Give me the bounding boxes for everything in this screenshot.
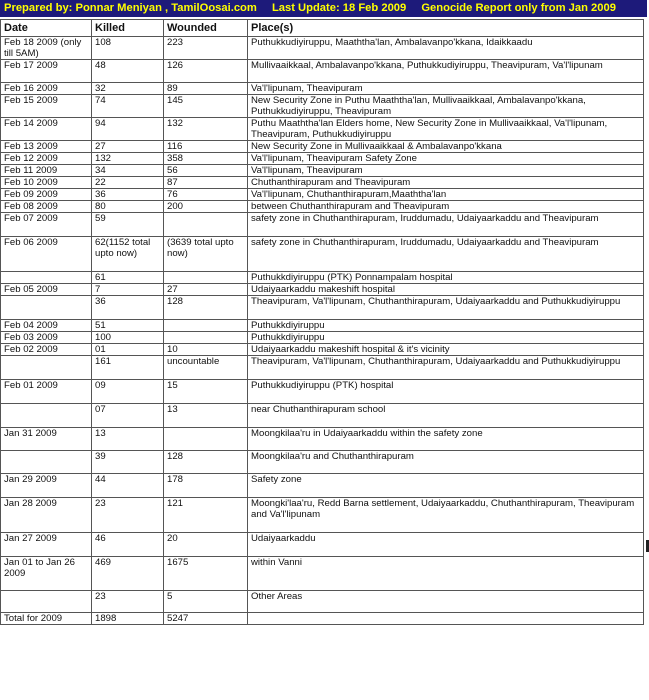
cell-date: Feb 02 2009 — [1, 344, 92, 356]
table-body — [1, 37, 644, 625]
cell-date — [1, 591, 92, 613]
prepared-by: Prepared by: Ponnar Meniyan , TamilOosai.com — [4, 2, 257, 14]
casualty-table — [0, 19, 644, 625]
cell-killed: 46 — [92, 533, 164, 557]
cell-date: Jan 27 2009 — [1, 533, 92, 557]
cell-date: Total for 2009 — [1, 613, 92, 625]
cell-date: Jan 28 2009 — [1, 498, 92, 533]
cell-date: Feb 18 2009 (only till 5AM) — [1, 37, 92, 60]
cell-wounded: 5 — [164, 591, 248, 613]
table-row — [1, 177, 644, 189]
cell-places: Udaiyaarkaddu — [248, 533, 644, 557]
cell-killed: 07 — [92, 404, 164, 428]
cell-places: Puthukkdiyiruppu — [248, 320, 644, 332]
cell-wounded: (3639 total upto now) — [164, 237, 248, 272]
cell-killed: 7 — [92, 284, 164, 296]
cell-places: Va'l'lipunam, Chuthanthirapuram,Maaththa'lan — [248, 189, 644, 201]
cell-places: within Vanni — [248, 557, 644, 591]
table-row — [1, 356, 644, 380]
report-banner — [0, 0, 647, 17]
cell-places: Theavipuram, Va'l'lipunam, Chuthanthirapuram, Udaiyaarkaddu and Puthukkudiyiruppu — [248, 356, 644, 380]
cell-date — [1, 404, 92, 428]
cell-date — [1, 296, 92, 320]
cell-killed: 1898 — [92, 613, 164, 625]
header-places: Place(s) — [248, 20, 644, 37]
cell-killed: 100 — [92, 332, 164, 344]
cell-date: Feb 07 2009 — [1, 213, 92, 237]
table-row — [1, 344, 644, 356]
cell-places: Other Areas — [248, 591, 644, 613]
cell-date: Feb 08 2009 — [1, 201, 92, 213]
cell-places: Moongki'laa'ru, Redd Barna settlement, Udaiyaarkaddu, Chuthanthirapuram, Theavipuram and Va'l'lipunam — [248, 498, 644, 533]
cell-places: between Chuthanthirapuram and Theavipuram — [248, 201, 644, 213]
cell-places: Udaiyaarkaddu makeshift hospital — [248, 284, 644, 296]
cell-killed: 61 — [92, 272, 164, 284]
cell-date — [1, 356, 92, 380]
cell-date — [1, 272, 92, 284]
cell-date: Feb 13 2009 — [1, 141, 92, 153]
cell-places: Puthukkudiyiruppu, Maaththa'lan, Ambalavanpo'kkana, Idaikkaadu — [248, 37, 644, 60]
cell-wounded: 358 — [164, 153, 248, 165]
cell-date: Feb 15 2009 — [1, 95, 92, 118]
cell-wounded: 15 — [164, 380, 248, 404]
cell-killed: 161 — [92, 356, 164, 380]
table-row — [1, 296, 644, 320]
cell-wounded — [164, 213, 248, 237]
cell-date: Feb 14 2009 — [1, 118, 92, 141]
cell-wounded: 5247 — [164, 613, 248, 625]
table-row — [1, 201, 644, 213]
cell-killed: 80 — [92, 201, 164, 213]
table-row — [1, 272, 644, 284]
cell-date: Feb 12 2009 — [1, 153, 92, 165]
table-row — [1, 60, 644, 83]
cell-date: Feb 05 2009 — [1, 284, 92, 296]
cell-date: Jan 29 2009 — [1, 474, 92, 498]
table-row — [1, 237, 644, 272]
cell-date: Feb 04 2009 — [1, 320, 92, 332]
cell-killed: 62(1152 total upto now) — [92, 237, 164, 272]
cell-date: Feb 10 2009 — [1, 177, 92, 189]
cell-wounded: 27 — [164, 284, 248, 296]
cell-killed: 01 — [92, 344, 164, 356]
cell-wounded: 132 — [164, 118, 248, 141]
cell-killed: 39 — [92, 451, 164, 474]
last-update: Last Update: 18 Feb 2009 — [271, 2, 407, 14]
cell-wounded: 76 — [164, 189, 248, 201]
table-row — [1, 332, 644, 344]
cell-places: Mullivaaikkaal, Ambalavanpo'kkana, Puthukkudiyiruppu, Theavipuram, Va'l'lipunam — [248, 60, 644, 83]
cell-wounded — [164, 272, 248, 284]
cell-places: Puthu Maaththa'lan Elders home, New Security Zone in Mullivaaikkaal, Va'l'lipunam, Theavipuram, Puthukkudiyiruppu — [248, 118, 644, 141]
cell-date — [1, 451, 92, 474]
table-row — [1, 213, 644, 237]
cell-wounded: 128 — [164, 451, 248, 474]
cell-killed: 23 — [92, 498, 164, 533]
cell-killed: 22 — [92, 177, 164, 189]
table-row — [1, 118, 644, 141]
cell-places — [248, 613, 644, 625]
cell-wounded — [164, 428, 248, 451]
table-row — [1, 498, 644, 533]
cell-wounded: 178 — [164, 474, 248, 498]
cell-killed: 23 — [92, 591, 164, 613]
cell-places: New Security Zone in Mullivaaikkaal & Ambalavanpo'kkana — [248, 141, 644, 153]
table-row — [1, 165, 644, 177]
cell-wounded: 223 — [164, 37, 248, 60]
table-row — [1, 474, 644, 498]
cell-places: Moongkilaa'ru and Chuthanthirapuram — [248, 451, 644, 474]
cell-killed: 59 — [92, 213, 164, 237]
cell-date: Feb 17 2009 — [1, 60, 92, 83]
cell-places: New Security Zone in Puthu Maaththa'lan, Mullivaaikkaal, Ambalavanpo'kkana, Puthukkudiyiruppu, Theavipuram — [248, 95, 644, 118]
cell-wounded — [164, 320, 248, 332]
cell-wounded: 87 — [164, 177, 248, 189]
cell-wounded — [164, 332, 248, 344]
header-wounded: Wounded — [164, 20, 248, 37]
cell-places: Va'l'lipunam, Theavipuram — [248, 83, 644, 95]
table-row — [1, 380, 644, 404]
header-date: Date — [1, 20, 92, 37]
cell-wounded: 10 — [164, 344, 248, 356]
cell-date: Feb 16 2009 — [1, 83, 92, 95]
header-row — [1, 20, 644, 37]
cell-date: Jan 31 2009 — [1, 428, 92, 451]
cell-wounded: 116 — [164, 141, 248, 153]
table-row — [1, 613, 644, 625]
table-row — [1, 557, 644, 591]
cell-wounded: 128 — [164, 296, 248, 320]
table-row — [1, 189, 644, 201]
header-killed: Killed — [92, 20, 164, 37]
cell-killed: 32 — [92, 83, 164, 95]
table-row — [1, 451, 644, 474]
cell-places: Moongkilaa'ru in Udaiyaarkaddu within the safety zone — [248, 428, 644, 451]
table-row — [1, 141, 644, 153]
table-row — [1, 37, 644, 60]
cell-killed: 51 — [92, 320, 164, 332]
cell-date: Feb 09 2009 — [1, 189, 92, 201]
cell-killed: 09 — [92, 380, 164, 404]
table-row — [1, 320, 644, 332]
cell-wounded: uncountable — [164, 356, 248, 380]
cell-wounded: 20 — [164, 533, 248, 557]
table-row — [1, 428, 644, 451]
cell-places: Theavipuram, Va'l'lipunam, Chuthanthirapuram, Udaiyaarkaddu and Puthukkudiyiruppu — [248, 296, 644, 320]
cell-wounded: 1675 — [164, 557, 248, 591]
cell-wounded: 121 — [164, 498, 248, 533]
cell-places: Safety zone — [248, 474, 644, 498]
cell-killed: 34 — [92, 165, 164, 177]
cell-wounded: 145 — [164, 95, 248, 118]
cell-date: Jan 01 to Jan 26 2009 — [1, 557, 92, 591]
cell-wounded: 56 — [164, 165, 248, 177]
cell-date: Feb 03 2009 — [1, 332, 92, 344]
cell-killed: 27 — [92, 141, 164, 153]
cell-date: Feb 11 2009 — [1, 165, 92, 177]
cell-wounded: 13 — [164, 404, 248, 428]
cell-places: Va'l'lipunam, Theavipuram — [248, 165, 644, 177]
cell-places: Chuthanthirapuram and Theavipuram — [248, 177, 644, 189]
cell-places: safety zone in Chuthanthirapuram, Iruddumadu, Udaiyaarkaddu and Theavipuram — [248, 237, 644, 272]
cell-killed: 132 — [92, 153, 164, 165]
cell-killed: 44 — [92, 474, 164, 498]
cell-places: Puthukkdiyiruppu — [248, 332, 644, 344]
cell-killed: 94 — [92, 118, 164, 141]
cell-wounded: 89 — [164, 83, 248, 95]
cell-places: safety zone in Chuthanthirapuram, Iruddumadu, Udaiyaarkaddu and Theavipuram — [248, 213, 644, 237]
table-row — [1, 83, 644, 95]
cell-killed: 469 — [92, 557, 164, 591]
cell-places: Udaiyaarkaddu makeshift hospital & it's vicinity — [248, 344, 644, 356]
cell-killed: 36 — [92, 296, 164, 320]
cell-places: Puthukkudiyiruppu (PTK) hospital — [248, 380, 644, 404]
cell-killed: 36 — [92, 189, 164, 201]
cell-killed: 74 — [92, 95, 164, 118]
cell-places: near Chuthanthirapuram school — [248, 404, 644, 428]
cell-places: Va'l'lipunam, Theavipuram Safety Zone — [248, 153, 644, 165]
cell-killed: 13 — [92, 428, 164, 451]
table-row — [1, 533, 644, 557]
cell-wounded: 126 — [164, 60, 248, 83]
cell-places: Puthukkdiyiruppu (PTK) Ponnampalam hospital — [248, 272, 644, 284]
table-row — [1, 404, 644, 428]
cell-wounded: 200 — [164, 201, 248, 213]
cell-killed: 48 — [92, 60, 164, 83]
report-title: Genocide Report only from Jan 2009 — [421, 2, 616, 14]
table-row — [1, 95, 644, 118]
table-row — [1, 153, 644, 165]
cell-date: Feb 01 2009 — [1, 380, 92, 404]
cell-date: Feb 06 2009 — [1, 237, 92, 272]
table-row — [1, 591, 644, 613]
cell-killed: 108 — [92, 37, 164, 60]
table-row — [1, 284, 644, 296]
